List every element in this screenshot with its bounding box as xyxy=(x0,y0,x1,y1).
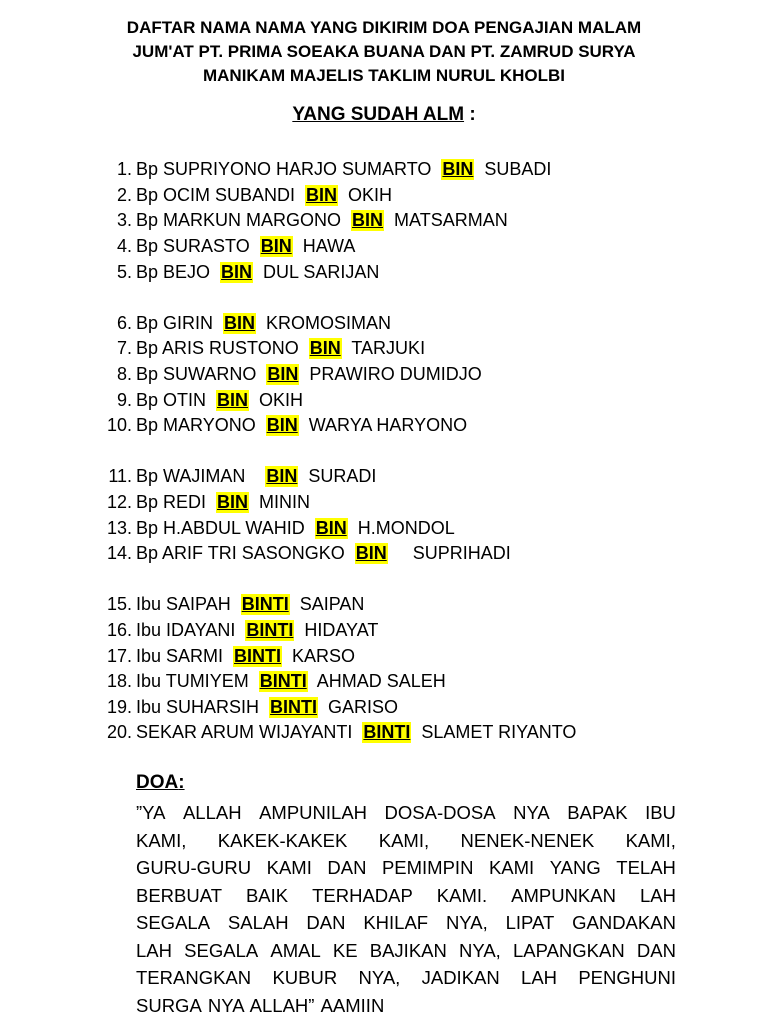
list-item xyxy=(100,183,740,209)
doa-word: KE xyxy=(332,939,358,961)
list-item-relation-tag: BINTI xyxy=(259,671,307,692)
list-item-parent-name: OKIH xyxy=(338,184,393,205)
list-item-name: Bp H.ABDUL WAHID xyxy=(136,517,315,538)
doa-word: KAMI, xyxy=(625,829,676,851)
doa-word: LIPAT xyxy=(505,912,555,933)
doa-line: SURGA NYA ALLAH” AAMIIN xyxy=(136,994,385,1016)
list-item-number: 12. xyxy=(106,492,132,513)
list-item-number: 13. xyxy=(106,517,132,538)
list-item xyxy=(100,157,740,183)
list-item-name: Bp SURASTO xyxy=(136,236,260,257)
doa-word: BAJIKAN xyxy=(369,939,447,961)
list-item-number: 10. xyxy=(106,415,132,436)
list-item-name: Bp SUWARNO xyxy=(136,364,267,385)
doa-line xyxy=(136,799,676,827)
list-item-relation-tag: BIN xyxy=(355,543,387,564)
list-item-number: 11. xyxy=(108,466,132,487)
list-item-relation-tag: BIN xyxy=(260,236,292,257)
doa-word: BAPAK xyxy=(567,802,628,823)
list-item-name: Ibu SUHARSIH xyxy=(136,696,270,717)
list-item xyxy=(100,618,740,644)
list-item-parent-name: OKIH xyxy=(249,389,304,410)
title-line: MANIKAM MAJELIS TAKLIM NURUL KHOLBI xyxy=(202,66,565,85)
doa-word: KAMI, xyxy=(378,829,430,851)
list-item-number: 6. xyxy=(116,312,132,333)
list-item xyxy=(100,592,740,618)
list-item-parent-name: GARISO xyxy=(318,696,399,717)
list-item-number: 7. xyxy=(116,338,132,359)
list-item-name: Bp OTIN xyxy=(136,389,217,410)
doa-word: AMPUNKAN xyxy=(511,884,616,906)
section-heading-text: YANG SUDAH ALM xyxy=(292,104,465,125)
list-item-name: Bp REDI xyxy=(136,492,217,513)
list-item xyxy=(100,541,740,567)
doa-word: DOSA-DOSA xyxy=(384,802,496,823)
list-item-number: 16. xyxy=(106,619,132,640)
doa-word: KAMI, xyxy=(136,829,187,851)
list-item-parent-name: AHMAD SALEH xyxy=(307,671,446,692)
doa-word: LAH xyxy=(136,939,172,961)
doa-word: AMAL xyxy=(270,939,321,961)
list-item-number: 4. xyxy=(116,236,132,257)
doa-word: NYA, xyxy=(445,912,488,933)
doa-word: KAMI xyxy=(266,857,312,878)
list-item-relation-tag: BIN xyxy=(442,159,474,180)
list-item-parent-name: SAIPAN xyxy=(289,594,365,615)
doa-line xyxy=(136,909,676,937)
doa-word: SEGALA xyxy=(136,912,211,933)
list-item-number: 14. xyxy=(106,543,132,564)
list-item-parent-name: PRAWIRO DUMIDJO xyxy=(299,364,482,385)
list-item-relation-tag: BIN xyxy=(309,338,341,359)
list-item-relation-tag: BIN xyxy=(352,210,384,231)
list-item xyxy=(100,490,740,516)
list-item-name: Bp SUPRIYONO HARJO SUMARTO xyxy=(136,159,442,180)
list-item xyxy=(100,515,740,541)
doa-word: NYA xyxy=(513,802,550,823)
doa-word: LAH xyxy=(639,884,676,906)
list-item-number: 5. xyxy=(116,261,132,282)
list-item-relation-tag: BIN xyxy=(217,492,249,513)
list-item-number: 1. xyxy=(116,159,132,180)
doa-word: DAN xyxy=(636,939,676,961)
doa-heading-text: DOA xyxy=(136,772,179,793)
list-item-relation-tag: BINTI xyxy=(241,594,289,615)
list-item-name: Ibu IDAYANI xyxy=(136,619,246,640)
doa-line xyxy=(136,937,676,965)
doa-word: KAMI. xyxy=(436,884,488,906)
list-item xyxy=(100,234,740,260)
doa-heading xyxy=(136,772,185,794)
list-item xyxy=(100,311,740,337)
list-item-name: Bp ARIF TRI SASONGKO xyxy=(136,543,355,564)
list-item-parent-name: MATSARMAN xyxy=(384,210,508,231)
list-item-number: 9. xyxy=(116,389,132,410)
list-item xyxy=(100,208,740,234)
list-item xyxy=(100,387,740,413)
list-item-parent-name: KARSO xyxy=(282,645,356,666)
doa-word: NYA, xyxy=(358,967,401,988)
doa-word: KUBUR xyxy=(272,967,338,988)
list-item-number: 15. xyxy=(106,594,132,615)
list-item-relation-tag: BIN xyxy=(224,312,256,333)
list-item-relation-tag: BINTI xyxy=(270,696,318,717)
doa-word: KAMI xyxy=(488,857,535,878)
list-item-parent-name: SLAMET RIYANTO xyxy=(411,722,577,743)
list-item-relation-tag: BIN xyxy=(315,517,347,538)
list-item xyxy=(100,694,740,720)
doa-word: IBU xyxy=(645,802,676,823)
doa-word: PEMIMPIN xyxy=(381,857,474,878)
list-item-name: Bp BEJO xyxy=(136,261,221,282)
doa-line xyxy=(136,882,676,910)
section-heading-colon: : xyxy=(464,104,476,125)
list-item-parent-name: DUL SARIJAN xyxy=(253,261,380,282)
list-item-relation-tag: BIN xyxy=(266,415,298,436)
doa-word: GURU-GURU xyxy=(136,857,252,878)
list-item-name: Bp MARYONO xyxy=(136,415,266,436)
doa-word: NENEK-NENEK xyxy=(460,829,595,851)
list-item-parent-name: HIDAYAT xyxy=(294,619,379,640)
title-line: JUM'AT PT. PRIMA SOEAKA BUANA DAN PT. ZAMRUD SURYA xyxy=(132,42,636,61)
list-item-parent-name: HAWA xyxy=(292,236,356,257)
list-item xyxy=(100,259,740,285)
doa-word: SALAH xyxy=(227,912,289,933)
list-item-name: Ibu SARMI xyxy=(136,645,234,666)
list-item-parent-name: KROMOSIMAN xyxy=(256,312,392,333)
doa-word: DAN xyxy=(306,912,346,933)
doa-word: KAKEK-KAKEK xyxy=(217,829,348,851)
doa-word: AMPUNILAH xyxy=(259,802,368,823)
doa-word: TERHADAP xyxy=(312,884,413,906)
list-item-name: SEKAR ARUM WIJAYANTI xyxy=(136,722,363,743)
list-item-relation-tag: BINTI xyxy=(246,619,294,640)
list-item-relation-tag: BIN xyxy=(266,466,298,487)
doa-word: LAPANGKAN xyxy=(512,939,625,961)
doa-line xyxy=(136,964,676,992)
doa-word: KHILAF xyxy=(363,912,429,933)
list-item-number: 18. xyxy=(106,671,132,692)
list-item-relation-tag: BIN xyxy=(306,184,338,205)
doa-word: DAN xyxy=(327,857,367,878)
list-item-parent-name: MININ xyxy=(249,492,311,513)
list-item-parent-name: SURADI xyxy=(298,466,377,487)
list-item-parent-name: SUPRIHADI xyxy=(387,543,511,564)
list-item-parent-name: WARYA HARYONO xyxy=(298,415,468,436)
list-item-name: Bp GIRIN xyxy=(136,312,224,333)
list-item-number: 17. xyxy=(106,645,132,666)
list-item-number: 2. xyxy=(116,184,132,205)
title-line: DAFTAR NAMA NAMA YANG DIKIRIM DOA PENGAJIAN MALAM xyxy=(126,18,642,37)
list-item-name: Ibu TUMIYEM xyxy=(136,671,259,692)
list-item-name: Ibu SAIPAH xyxy=(136,594,241,615)
list-item-name: Bp OCIM SUBANDI xyxy=(136,184,306,205)
list-item-relation-tag: BIN xyxy=(217,389,249,410)
doa-word: BERBUAT xyxy=(136,884,223,906)
doa-word: TERANGKAN xyxy=(136,967,252,988)
list-item-name: Bp MARKUN MARGONO xyxy=(136,210,352,231)
doa-line xyxy=(136,854,676,882)
list-item-number: 20. xyxy=(106,722,132,743)
list-item-relation-tag: BIN xyxy=(267,364,299,385)
doa-heading-colon: : xyxy=(178,772,185,793)
doa-word: JADIKAN xyxy=(421,967,500,988)
doa-word: SEGALA xyxy=(184,939,259,961)
list-item-name: Bp ARIS RUSTONO xyxy=(136,338,309,359)
list-item xyxy=(100,669,740,695)
list-item-number: 8. xyxy=(116,364,132,385)
doa-word: PENGHUNI xyxy=(578,967,676,988)
doa-word: TELAH xyxy=(616,857,676,878)
document-title xyxy=(40,16,728,88)
list-item-relation-tag: BINTI xyxy=(363,722,411,743)
list-item-parent-name: TARJUKI xyxy=(341,338,426,359)
doa-word: ”YA xyxy=(136,802,166,823)
list-item xyxy=(100,413,740,439)
list-item xyxy=(100,362,740,388)
list-item-parent-name: H.MONDOL xyxy=(347,517,455,538)
list-item-number: 19. xyxy=(106,696,132,717)
list-item xyxy=(100,464,740,490)
doa-text xyxy=(136,799,676,1019)
list-item xyxy=(100,336,740,362)
doa-word: NYA, xyxy=(459,939,501,961)
list-item-relation-tag: BIN xyxy=(221,261,253,282)
doa-word: BAIK xyxy=(245,884,289,906)
list-item xyxy=(100,643,740,669)
list-item-parent-name: SUBADI xyxy=(474,159,552,180)
section-heading xyxy=(0,103,768,127)
list-item-relation-tag: BINTI xyxy=(234,645,282,666)
list-item xyxy=(100,720,740,746)
doa-word: YANG xyxy=(549,857,601,878)
doa-word: LAH xyxy=(521,967,558,988)
doa-word: GANDAKAN xyxy=(572,912,676,933)
doa-word: ALLAH xyxy=(182,802,242,823)
name-list xyxy=(100,157,740,746)
list-item-name: Bp WAJIMAN xyxy=(136,466,266,487)
doa-line xyxy=(136,827,676,855)
list-item-number: 3. xyxy=(116,210,132,231)
